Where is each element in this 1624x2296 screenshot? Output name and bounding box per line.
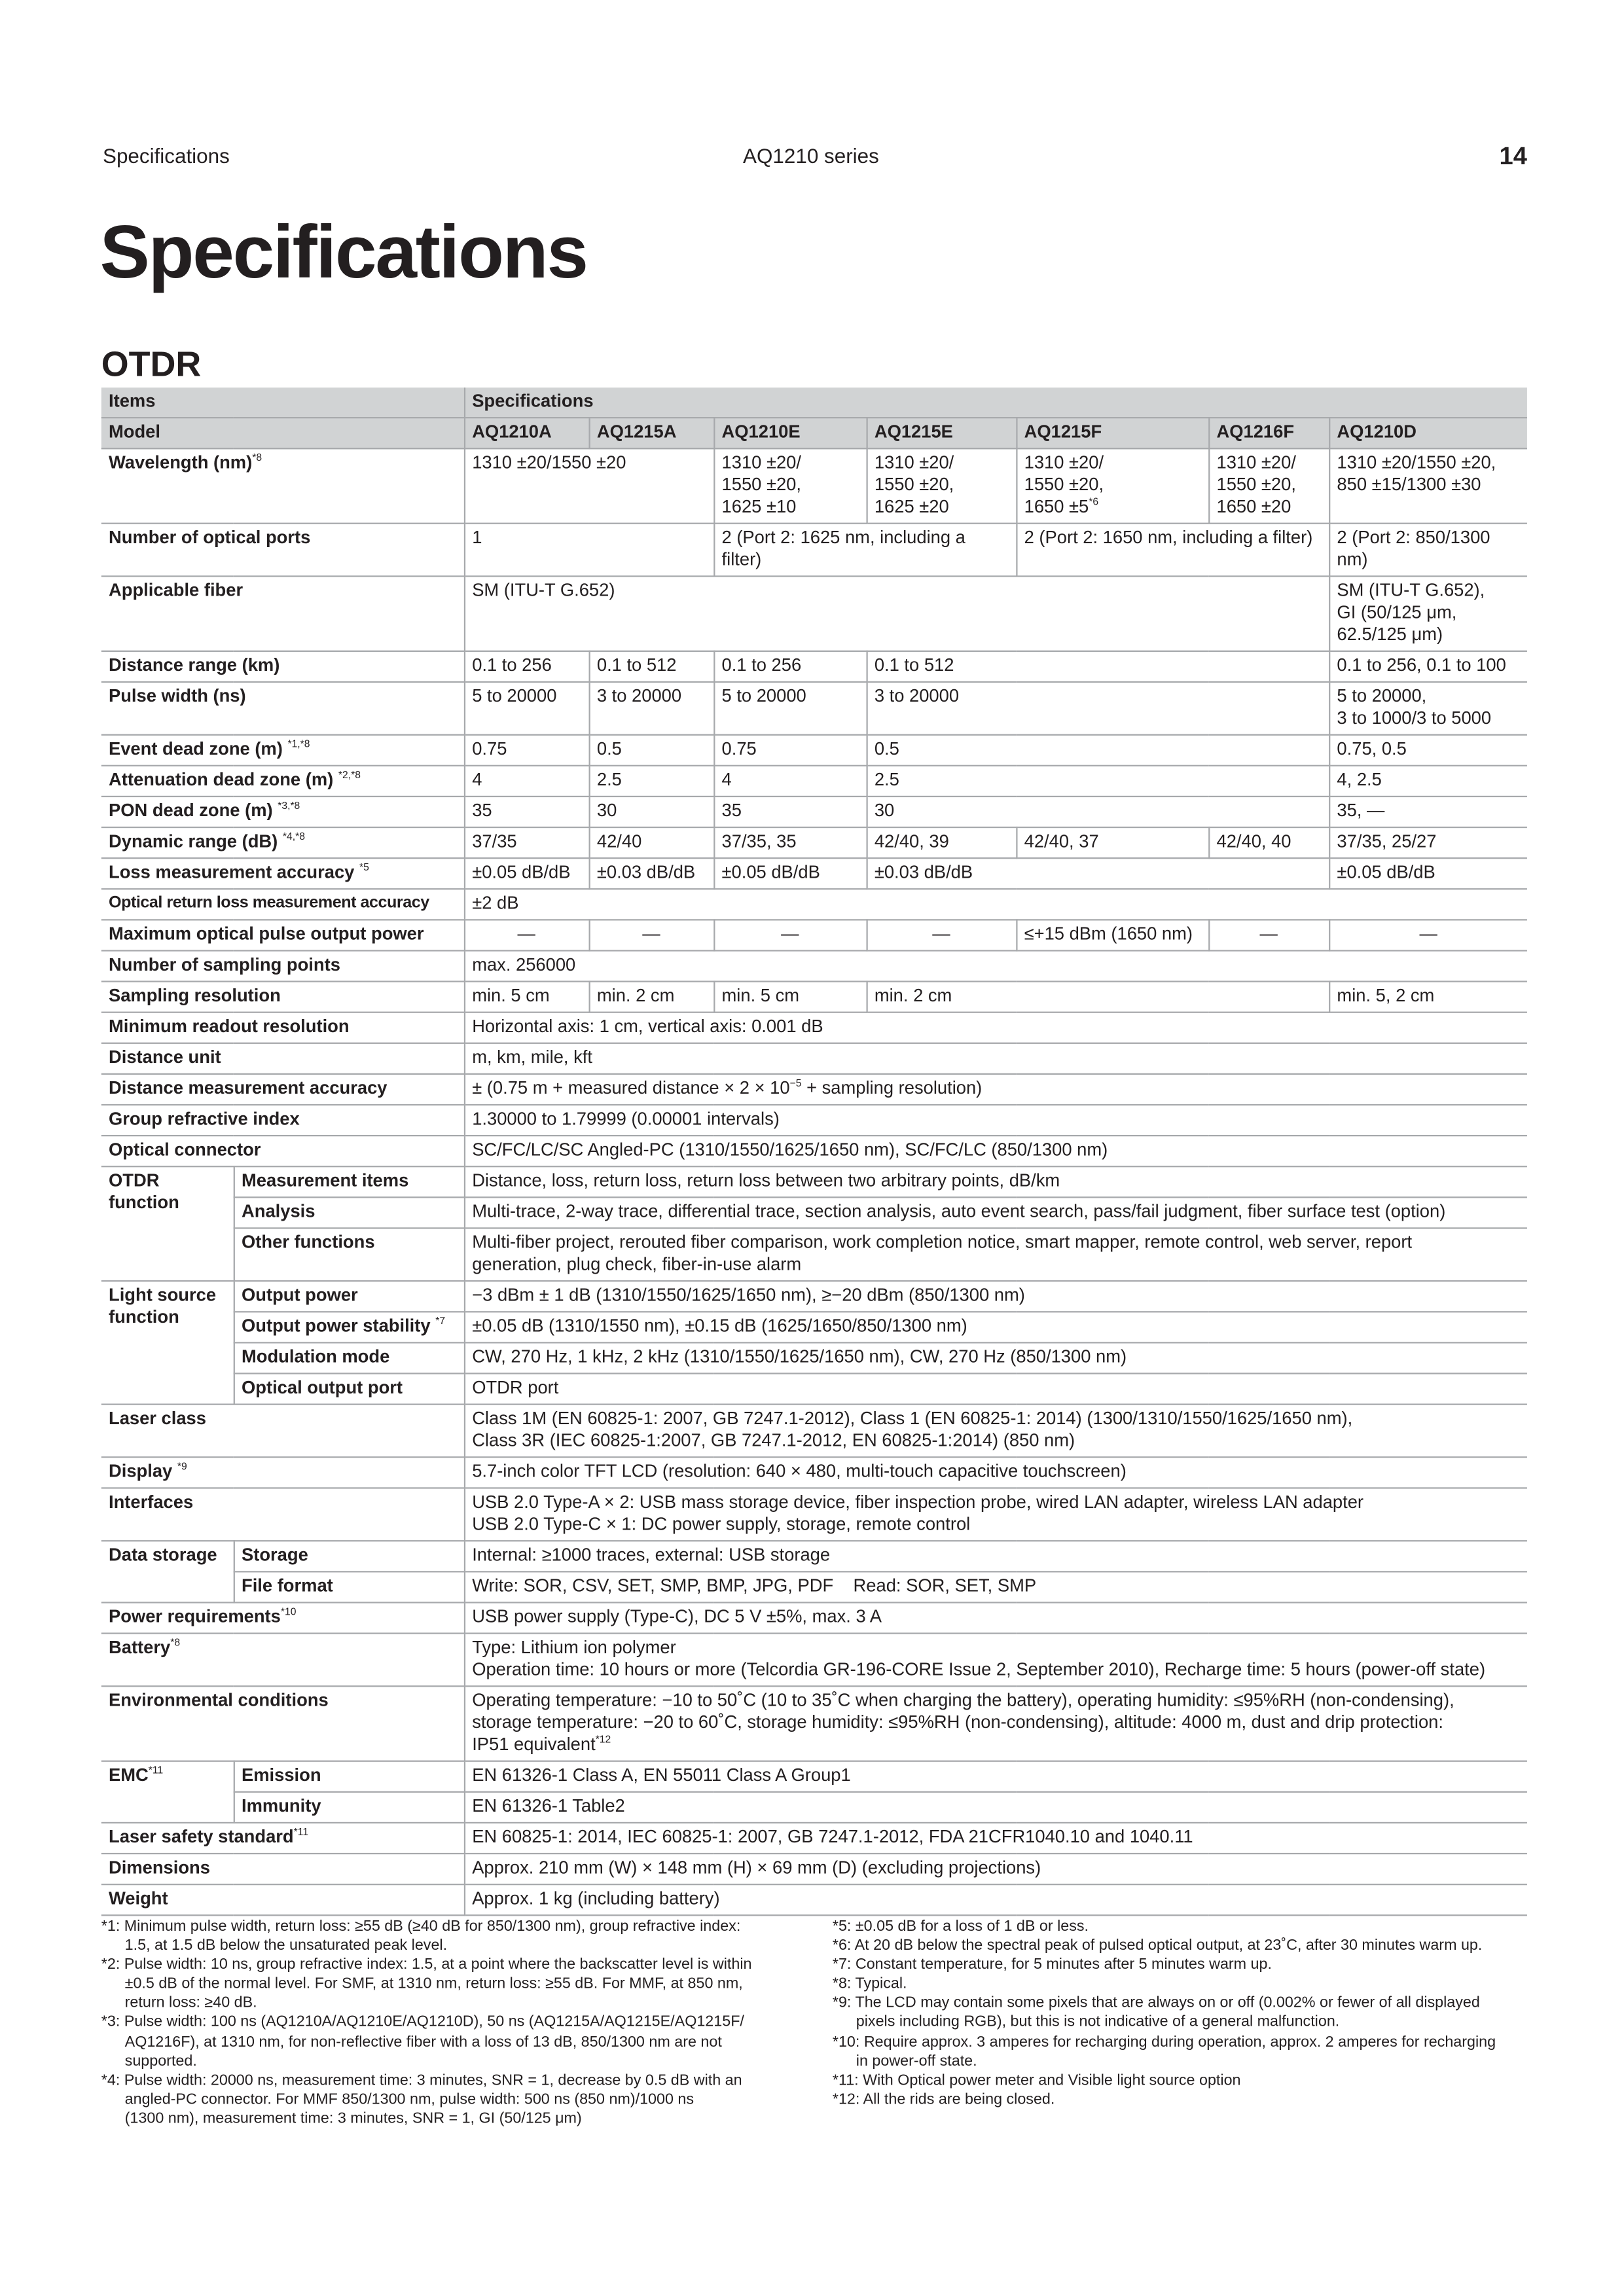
table-cell: 3 to 20000 <box>589 682 714 735</box>
row-label: Dynamic range (dB) $^{*4,*8}$ <box>101 827 464 858</box>
row-sublabel: File format <box>234 1571 464 1602</box>
footnote: *5: ±0.05 dB for a loss of 1 dB or less. <box>832 1918 1089 1935</box>
row-label: Distance measurement accuracy <box>101 1074 464 1105</box>
table-row-readout-resolution <box>101 1013 1527 1043</box>
table-row-attenuation-dead-zone <box>101 766 1527 797</box>
table-cell: 5 to 20000 <box>464 682 589 735</box>
model-cell: AQ1215E <box>866 418 1016 448</box>
footnote: *10: Require approx. 3 amperes for recharging during operation, approx. 2 amperes for recharging in power-off state. <box>832 2034 1496 2070</box>
footnote: *2: Pulse width: 10 ns, group refractive index: 1.5, at a point where the backscatter level is within ±0.5 dB of the normal level. For SMF, at 1310 nm, return loss: ≥55 dB. For MMF, at 850 nm, return loss: ≥40 dB. <box>101 1957 752 2013</box>
table-cell: EN 61326-1 Table2 <box>464 1792 1527 1823</box>
table-row-interfaces <box>101 1488 1527 1541</box>
table-row-sampling-points <box>101 950 1527 981</box>
table-cell: — <box>589 920 714 950</box>
footnote: *7: Constant temperature, for 5 minutes after 5 minutes warm up. <box>832 1957 1272 1974</box>
table-cell: ±0.05 dB/dB <box>464 858 589 889</box>
footnote-ref: *12 <box>595 1735 611 1746</box>
footnotes-left <box>101 1918 791 2129</box>
model-cell: AQ1210E <box>713 418 866 448</box>
table-cell: — <box>713 920 866 950</box>
table-cell: SC/FC/LC/SC Angled-PC (1310/1550/1625/1650 nm), SC/FC/LC (850/1300 nm) <box>464 1136 1527 1166</box>
footnote-ref: *1,*8 <box>287 740 310 751</box>
row-sublabel: Emission <box>234 1761 464 1792</box>
table-cell: 1310 ±20/ 1550 ±20, 1625 ±10 <box>713 448 866 523</box>
row-sublabel: Optical output port <box>234 1374 464 1405</box>
table-cell: 5.7-inch color TFT LCD (resolution: 640 × 480, multi-touch capacitive touchscreen) <box>464 1457 1527 1488</box>
row-label: Attenuation dead zone (m) $^{*2,*8}$ <box>101 766 464 797</box>
table-cell: 42/40, 40 <box>1208 827 1329 858</box>
table-row-battery <box>101 1634 1527 1687</box>
row-sublabel: Immunity <box>234 1792 464 1823</box>
table-cell: 30 <box>866 797 1329 827</box>
col-items-header: Items <box>101 387 464 418</box>
table-cell: 1310 ±20/ 1550 ±20, 1650 ±20 <box>1208 448 1329 523</box>
table-row-weight <box>101 1884 1527 1915</box>
row-sublabel: Modulation mode <box>234 1342 464 1373</box>
row-label: Environmental conditions <box>101 1686 464 1761</box>
header-section: Specifications <box>103 143 230 168</box>
table-cell: USB power supply (Type-C), DC 5 V ±5%, max. 3 A <box>464 1602 1527 1633</box>
model-label: Model <box>101 418 464 448</box>
row-label: Event dead zone (m) $^{*1,*8}$ <box>101 735 464 766</box>
table-row-environment <box>101 1686 1527 1761</box>
row-sublabel: Measurement items <box>234 1166 464 1197</box>
row-label: Number of sampling points <box>101 950 464 981</box>
table-cell: 2 (Port 2: 850/1300 nm) <box>1329 524 1527 577</box>
table-row-dimensions <box>101 1854 1527 1884</box>
table-header-row <box>101 387 1527 418</box>
row-group-label: Data storage <box>101 1541 234 1602</box>
table-cell: 0.75 <box>464 735 589 766</box>
footnote-ref: *11 <box>148 1766 164 1777</box>
table-row-max-pulse-power <box>101 920 1527 950</box>
table-row-dynamic-range <box>101 827 1527 858</box>
table-row-sampling-resolution <box>101 982 1527 1013</box>
table-cell: Multi-fiber project, rerouted fiber comparison, work completion notice, smart mapper, remote control, web server, report generation, plug check, fiber-in-use alarm <box>464 1228 1527 1281</box>
table-cell: 30 <box>589 797 714 827</box>
table-row-ls-power <box>101 1281 1527 1312</box>
row-label: PON dead zone (m) $^{*3,*8}$ <box>101 797 464 827</box>
table-row-ls-stability <box>101 1312 1527 1342</box>
table-cell: Multi-trace, 2-way trace, differential trace, section analysis, auto event search, pass/fail judgment, fiber surface test (option) <box>464 1197 1527 1228</box>
row-sublabel: Storage <box>234 1541 464 1571</box>
row-group-label: OTDR function <box>101 1166 234 1281</box>
table-cell: ±0.03 dB/dB <box>589 858 714 889</box>
table-row-group-index <box>101 1105 1527 1136</box>
row-label: Optical connector <box>101 1136 464 1166</box>
table-row-laser-safety <box>101 1823 1527 1854</box>
footnote-ref: *7 <box>435 1317 446 1327</box>
table-row-pulse <box>101 682 1527 735</box>
footnote-ref: *4,*8 <box>282 832 305 843</box>
row-label: Distance unit <box>101 1043 464 1074</box>
table-row-otdr-analysis <box>101 1197 1527 1228</box>
table-cell: 5 to 20000 <box>713 682 866 735</box>
page-number: 14 <box>1499 142 1527 171</box>
table-cell: 0.1 to 256 <box>713 651 866 682</box>
table-row-otdr-measurement <box>101 1166 1527 1197</box>
row-label: Maximum optical pulse output power <box>101 920 464 950</box>
footnote: *6: At 20 dB below the spectral peak of pulsed optical output, at 23˚C, after 30 minutes warm up. <box>832 1938 1483 1954</box>
footnote: *12: All the rids are being closed. <box>832 2092 1055 2108</box>
table-cell: Write: SOR, CSV, SET, SMP, BMP, JPG, PDF Read: SOR, SET, SMP <box>464 1571 1527 1602</box>
table-row-ls-port <box>101 1374 1527 1405</box>
table-row-storage <box>101 1541 1527 1571</box>
table-cell: ±0.03 dB/dB <box>866 858 1329 889</box>
row-label: Wavelength (nm)$^{*8}$ <box>101 448 464 523</box>
table-cell: 0.5 <box>866 735 1329 766</box>
row-label: Pulse width (ns) <box>101 682 464 735</box>
page-title: Specifications <box>99 209 587 294</box>
table-cell: ±0.05 dB/dB <box>713 858 866 889</box>
table-cell: 35, — <box>1329 797 1527 827</box>
table-cell: 2 (Port 2: 1625 nm, including a filter) <box>713 524 1016 577</box>
table-cell: USB 2.0 Type-A × 2: USB mass storage device, fiber inspection probe, wired LAN adapter, wireless LAN adapter USB 2.0 Type-C × 1: DC power supply, storage, remote control <box>464 1488 1527 1541</box>
table-cell: EN 61326-1 Class A, EN 55011 Class A Group1 <box>464 1761 1527 1792</box>
table-cell: 3 to 20000 <box>866 682 1329 735</box>
table-cell: 0.75 <box>713 735 866 766</box>
table-cell: 1.30000 to 1.79999 (0.00001 intervals) <box>464 1105 1527 1136</box>
row-sublabel: Output power stability $^{*7}$ <box>234 1312 464 1342</box>
model-cell: AQ1215A <box>589 418 714 448</box>
table-cell: — <box>1208 920 1329 950</box>
row-sublabel: Output power <box>234 1281 464 1312</box>
footnote: *8: Typical. <box>832 1976 907 1993</box>
table-row-display <box>101 1457 1527 1488</box>
table-cell: ±2 dB <box>464 889 1527 920</box>
model-row <box>101 418 1527 448</box>
footnote-ref: *10 <box>280 1607 297 1618</box>
table-cell: 42/40 <box>589 827 714 858</box>
table-cell: Class 1M (EN 60825-1: 2007, GB 7247.1-2012), Class 1 (EN 60825-1: 2014) (1300/1310/1550/1625/1650 nm), Class 3R (IEC 60825-1:2007, GB 7247.1-2012, EN 60825-1:2014) (850 nm) <box>464 1405 1527 1458</box>
row-label: Display $^{*9}$ <box>101 1457 464 1488</box>
model-cell: AQ1216F <box>1208 418 1329 448</box>
table-row-wavelength <box>101 448 1527 523</box>
table-cell: 0.5 <box>589 735 714 766</box>
footnote-ref: *8 <box>170 1638 181 1649</box>
table-cell: EN 60825-1: 2014, IEC 60825-1: 2007, GB 7247.1-2012, FDA 21CFR1040.10 and 1040.11 <box>464 1823 1527 1854</box>
row-label: Battery$^{*8}$ <box>101 1634 464 1687</box>
table-row-ports <box>101 524 1527 577</box>
table-cell: Approx. 210 mm (W) × 148 mm (H) × 69 mm (D) (excluding projections) <box>464 1854 1527 1884</box>
row-label: Optical return loss measurement accuracy <box>101 889 464 920</box>
table-cell: 37/35, 25/27 <box>1329 827 1527 858</box>
header-series: AQ1210 series <box>743 143 879 168</box>
table-cell: min. 5 cm <box>713 982 866 1013</box>
footnote: *4: Pulse width: 20000 ns, measurement time: 3 minutes, SNR = 1, decrease by 0.5 dB with an angled-PC connector. For MMF 850/1300 nm, pulse width: 500 ns (850 nm)/1000 ns (1300 nm), measurement time: 3 minutes, SNR = 1, GI (50/125 μm) <box>101 2072 742 2128</box>
row-label: Distance range (km) <box>101 651 464 682</box>
footnote: *3: Pulse width: 100 ns (AQ1210A/AQ1210E/AQ1210D), 50 ns (AQ1215A/AQ1215E/AQ1215F/ AQ1216F), at 1310 nm, for non-reflective fiber with a loss of 13 dB, 850/1300 nm are not supported. <box>101 2015 744 2070</box>
table-row-emc-immunity <box>101 1792 1527 1823</box>
table-cell: SM (ITU-T G.652) <box>464 576 1329 651</box>
table-cell: ≤+15 dBm (1650 nm) <box>1016 920 1208 950</box>
table-cell: 0.75, 0.5 <box>1329 735 1527 766</box>
table-cell: min. 5, 2 cm <box>1329 982 1527 1013</box>
table-cell: Approx. 1 kg (including battery) <box>464 1884 1527 1915</box>
footnote-ref: *9 <box>177 1462 187 1473</box>
footnote-ref: *6 <box>1089 497 1099 509</box>
row-label: Applicable fiber <box>101 576 464 651</box>
table-cell: −3 dBm ± 1 dB (1310/1550/1625/1650 nm), ≥−20 dBm (850/1300 nm) <box>464 1281 1527 1312</box>
table-cell: min. 5 cm <box>464 982 589 1013</box>
row-label: Sampling resolution <box>101 982 464 1013</box>
footnote: *9: The LCD may contain some pixels that are always on or off (0.002% or fewer of all displayed pixels including RGB), but this is not indicative of a general malfunction. <box>832 1996 1480 2032</box>
row-label: Laser class <box>101 1405 464 1458</box>
table-row-emc-emission <box>101 1761 1527 1792</box>
table-cell: ± (0.75 m + measured distance × $2 \times 10^{-5}$ + sampling resolution) <box>464 1074 1527 1105</box>
table-cell: min. 2 cm <box>866 982 1329 1013</box>
footnote: *11: With Optical power meter and Visible light source option <box>832 2072 1241 2089</box>
table-cell: Internal: ≥1000 traces, external: USB storage <box>464 1541 1527 1571</box>
table-cell: OTDR port <box>464 1374 1527 1405</box>
table-cell: — <box>866 920 1016 950</box>
table-cell: 4 <box>464 766 589 797</box>
row-label: Minimum readout resolution <box>101 1013 464 1043</box>
row-label: Power requirements$^{*10}$ <box>101 1602 464 1633</box>
table-cell: 1 <box>464 524 713 577</box>
row-label: Laser safety standard$^{*11}$ <box>101 1823 464 1854</box>
table-cell: 37/35, 35 <box>713 827 866 858</box>
row-label: Loss measurement accuracy $^{*5}$ <box>101 858 464 889</box>
footnote-ref: *2,*8 <box>338 770 361 781</box>
table-cell: — <box>464 920 589 950</box>
table-cell: ±0.05 dB/dB <box>1329 858 1527 889</box>
table-cell: Horizontal axis: 1 cm, vertical axis: 0.001 dB <box>464 1013 1527 1043</box>
table-cell: 2.5 <box>589 766 714 797</box>
table-cell: 0.1 to 256 <box>464 651 589 682</box>
model-cell: AQ1215F <box>1016 418 1208 448</box>
table-row-distance-unit <box>101 1043 1527 1074</box>
table-cell: m, km, mile, kft <box>464 1043 1527 1074</box>
table-cell: Type: Lithium ion polymer Operation time: 10 hours or more (Telcordia GR-196-CORE Issue 2, September 2010), Recharge time: 5 hours (power-off state) <box>464 1634 1527 1687</box>
table-cell: 2 (Port 2: 1650 nm, including a filter) <box>1016 524 1329 577</box>
table-cell: 4, 2.5 <box>1329 766 1527 797</box>
table-cell: min. 2 cm <box>589 982 714 1013</box>
table-cell: 42/40, 39 <box>866 827 1016 858</box>
table-cell: — <box>1329 920 1527 950</box>
row-label: Group refractive index <box>101 1105 464 1136</box>
table-row-file-format <box>101 1571 1527 1602</box>
row-group-label: EMC$^{*11}$ <box>101 1761 234 1823</box>
footnote-ref: *5 <box>359 863 369 874</box>
table-row-loss-accuracy <box>101 858 1527 889</box>
table-row-orl-accuracy <box>101 889 1527 920</box>
footnotes-right <box>833 1918 1532 2110</box>
table-cell: 0.1 to 512 <box>589 651 714 682</box>
section-title: OTDR <box>101 345 202 385</box>
row-label: Weight <box>101 1884 464 1915</box>
table-cell: 1310 ±20/1550 ±20, 850 ±15/1300 ±30 <box>1329 448 1527 523</box>
table-cell: 4 <box>713 766 866 797</box>
model-cell: AQ1210D <box>1329 418 1527 448</box>
table-row-distance-accuracy <box>101 1074 1527 1105</box>
table-cell: 1310 ±20/ 1550 ±20, 1625 ±20 <box>866 448 1016 523</box>
table-cell: SM (ITU-T G.652), GI (50/125 μm, 62.5/125 μm) <box>1329 576 1527 651</box>
table-row-fiber <box>101 576 1527 651</box>
table-row-power-requirements <box>101 1602 1527 1633</box>
table-cell: 2.5 <box>866 766 1329 797</box>
row-label: Interfaces <box>101 1488 464 1541</box>
table-cell: max. 256000 <box>464 950 1527 981</box>
table-cell: 1310 ±20/ 1550 ±20, $1650 \pm 5^{*6}$ <box>1016 448 1208 523</box>
table-row-ls-modulation <box>101 1342 1527 1373</box>
table-cell: 42/40, 37 <box>1016 827 1208 858</box>
table-row-pon-dead-zone <box>101 797 1527 827</box>
table-row-event-dead-zone <box>101 735 1527 766</box>
table-cell: 37/35 <box>464 827 589 858</box>
table-cell: 1310 ±20/1550 ±20 <box>464 448 713 523</box>
table-cell: 0.1 to 256, 0.1 to 100 <box>1329 651 1527 682</box>
table-cell: 35 <box>464 797 589 827</box>
spec-table <box>101 387 1527 1916</box>
model-cell: AQ1210A <box>464 418 589 448</box>
table-cell: 5 to 20000, 3 to 1000/3 to 5000 <box>1329 682 1527 735</box>
row-sublabel: Other functions <box>234 1228 464 1281</box>
row-group-label: Light source function <box>101 1281 234 1404</box>
table-cell: ±0.05 dB (1310/1550 nm), ±0.15 dB (1625/1650/850/1300 nm) <box>464 1312 1527 1342</box>
row-label: Number of optical ports <box>101 524 464 577</box>
table-cell: Distance, loss, return loss, return loss between two arbitrary points, dB/km <box>464 1166 1527 1197</box>
table-cell: Operating temperature: −10 to 50˚C (10 to 35˚C when charging the battery), operating humidity: ≤95%RH (non-condensing), storage temperature: −20 to 60˚C, storage humidity: ≤95%RH (non-condensing), altitude: 4000 m, dust and drip protection: IP51 equivalent$^{*12}$ <box>464 1686 1527 1761</box>
row-label: Dimensions <box>101 1854 464 1884</box>
table-row-otdr-other <box>101 1228 1527 1281</box>
col-specs-header: Specifications <box>464 387 1527 418</box>
row-sublabel: Analysis <box>234 1197 464 1228</box>
footnote-ref: *8 <box>252 454 262 464</box>
table-cell: 0.1 to 512 <box>866 651 1329 682</box>
footnote-ref: *11 <box>293 1827 309 1839</box>
table-row-connector <box>101 1136 1527 1166</box>
table-row-laser-class <box>101 1405 1527 1458</box>
footnote-ref: *3,*8 <box>278 801 300 812</box>
table-cell: 35 <box>713 797 866 827</box>
table-cell: CW, 270 Hz, 1 kHz, 2 kHz (1310/1550/1625/1650 nm), CW, 270 Hz (850/1300 nm) <box>464 1342 1527 1373</box>
footnote: *1: Minimum pulse width, return loss: ≥55 dB (≥40 dB for 850/1300 nm), group refractive index: 1.5, at 1.5 dB below the unsaturated peak level. <box>101 1918 741 1954</box>
table-row-distance <box>101 651 1527 682</box>
